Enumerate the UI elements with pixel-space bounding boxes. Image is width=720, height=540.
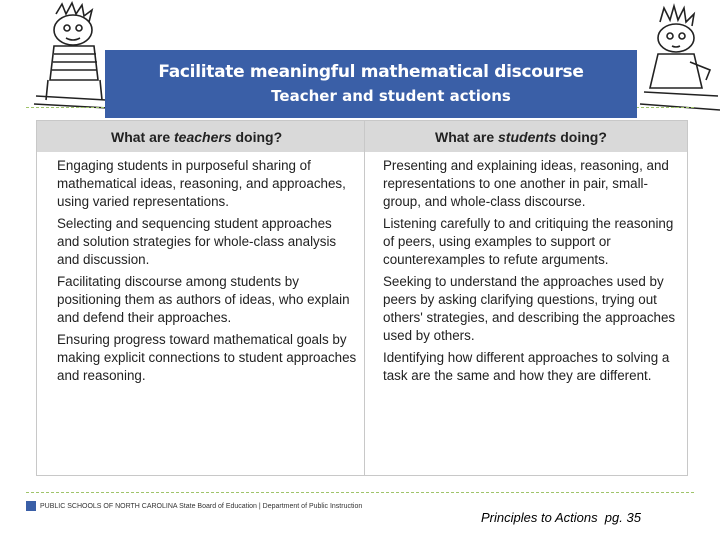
students-header-suffix: doing? <box>556 128 607 145</box>
teachers-column-header <box>37 121 365 152</box>
student-actions-list <box>383 157 677 389</box>
source-citation: Principles to Actions pg. 35 <box>481 510 641 525</box>
student-action-item: Presenting and explaining ideas, reasoning, and representations to one another in pair, small-group, and whole-class discourse. <box>383 158 669 209</box>
ncdpi-logo <box>26 500 362 512</box>
student-action-item: Seeking to understand the approaches used by peers by asking clarifying questions, trying out others' strategies, and describing the approaches used by others. <box>383 274 676 343</box>
ncdpi-logo-text: PUBLIC SCHOOLS OF NORTH CAROLINA State Board of Education | Department of Public Instruction <box>40 502 363 510</box>
actions-table <box>36 120 688 476</box>
slide-header-banner <box>105 50 637 118</box>
students-header-prefix: What are <box>435 128 499 145</box>
bottom-dashed-rule <box>26 492 694 493</box>
teachers-header-suffix: doing? <box>231 128 283 145</box>
slide-subtitle: Teacher and student actions <box>271 87 511 105</box>
ncdpi-logo-icon <box>26 501 36 511</box>
teacher-actions-list <box>57 157 357 389</box>
teacher-action-item: Ensuring progress toward mathematical goals by making explicit connections to student approaches and reasoning. <box>57 332 357 383</box>
teachers-header-emphasis: teachers <box>174 128 232 145</box>
calvin-cartoon-left <box>26 0 110 112</box>
slide-title: Facilitate meaningful mathematical discourse <box>158 62 584 82</box>
students-header-emphasis: students <box>498 128 557 145</box>
column-divider <box>364 121 365 475</box>
student-action-item: Identifying how different approaches to solving a task are the same and how they are different. <box>383 350 670 383</box>
teacher-action-item: Engaging students in purposeful sharing of mathematical ideas, reasoning, and approaches, using varied representations. <box>57 158 346 209</box>
teacher-action-item: Facilitating discourse among students by positioning them as authors of ideas, who explain and defend their approaches. <box>57 274 350 325</box>
student-action-item: Listening carefully to and critiquing the reasoning of peers, using examples to support or counterexamples to refute arguments. <box>383 216 674 267</box>
teacher-action-item: Selecting and sequencing student approaches and solution strategies for whole-class analysis and discussion. <box>57 216 337 267</box>
calvin-cartoon-right <box>630 0 720 112</box>
students-column-header <box>365 121 687 152</box>
teachers-header-prefix: What are <box>111 128 175 145</box>
